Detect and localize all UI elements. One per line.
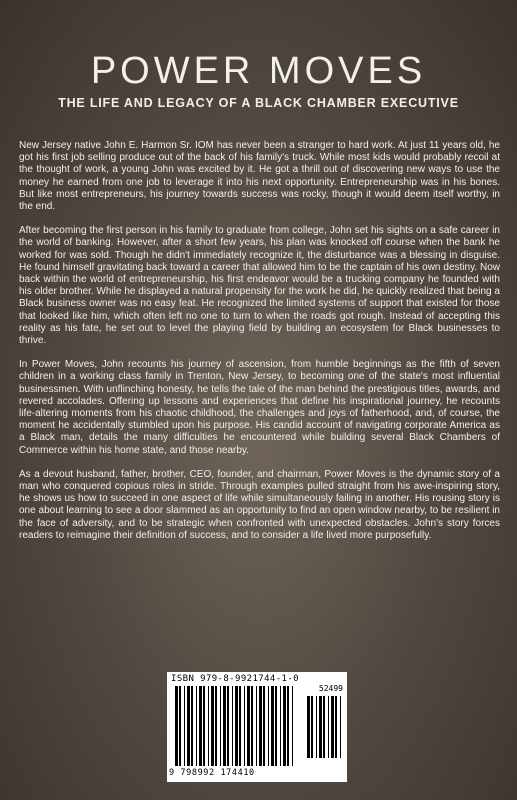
price-barcode-bars xyxy=(307,696,343,758)
ean-barcode-bars xyxy=(175,686,295,766)
description-paragraph-2: After becoming the first person in his family to graduate from college, John set his sights on a safe career in the world of banking. However, after a short few years, his plan was knocked off course when the bank he worked for was sold. Though he didn't immediately recognize it, the disturbance was a blessing in disguise. He found himself gravitating back toward a career that allowed him to be the captain of his own destiny. Now back within the world of entrepreneurship, his first endeavor would be a trucking company he founded with his older brother. While he displayed a natural propensity for the work he did, he quickly realized that being a Black business owner was no easy feat. He recognized the limited systems of support that existed for those that looked like him, which often left no one to turn to when the roads got rough. Instead of accepting this reality as his fate, he set out to level the playing field by building an ecosystem for Black businesses to thrive. xyxy=(19,225,500,347)
description-paragraph-4: As a devout husband, father, brother, CEO, founder, and chairman, Power Moves is the dynamic story of a man who conquered copious roles in stride. Through examples pulled straight from his awe-inspiring story, he shows us how to succeed in one aspect of life while simultaneously failing in another. His rousing story is one about learning to see a door slammed as an opportunity to find an open window nearby, to be resilient in the face of adversity, and to be strategic when confronted with unexpected obstacles. John's story forces readers to reimagine their definition of success, and to consider a life lived more purposefully. xyxy=(19,468,500,541)
isbn-label: ISBN 979-8-9921744-1-0 xyxy=(171,674,300,684)
isbn-barcode xyxy=(167,672,347,782)
description-paragraph-3: In Power Moves, John recounts his journey of ascension, from humble beginnings as the fifth of seven children in a working class family in Trenton, New Jersey, to becoming one of the state's most influential businessmen. With unflinching honesty, he tells the tale of the man behind the prestigious titles, awards, and revered accolades. Offering up lessons and experiences that define his inspirational journey, he recounts life-altering moments from his chaotic childhood, the challenges and joys of fatherhood, and, of course, the moment he accidentally stumbled upon his purpose. His candid account of navigating corporate America as a Black man, details the many difficulties he encountered while building several Black Chambers of Commerce within his home state, and those nearby. xyxy=(19,359,500,456)
book-description xyxy=(19,140,500,554)
barcode-number: 9 798992 174410 xyxy=(169,768,255,778)
description-paragraph-1: New Jersey native John E. Harmon Sr. IOM has never been a stranger to hard work. At just 11 years old, he got his first job selling produce out of the back of his family's truck. While most kids would probably recoil at the thought of work, a young John was excited by it. He got a thrill out of discovering new ways to use the money he earned from one job to leverage it into his next opportunity. Entrepreneurship was in his bones. But like most entrepreneurs, his journey towards success was rocky, though it would deem itself worthy, in the end. xyxy=(19,140,500,213)
book-title: POWER MOVES xyxy=(90,50,427,92)
book-subtitle: THE LIFE AND LEGACY OF A BLACK CHAMBER EXECUTIVE xyxy=(58,96,459,110)
price-code: 52499 xyxy=(318,684,343,693)
